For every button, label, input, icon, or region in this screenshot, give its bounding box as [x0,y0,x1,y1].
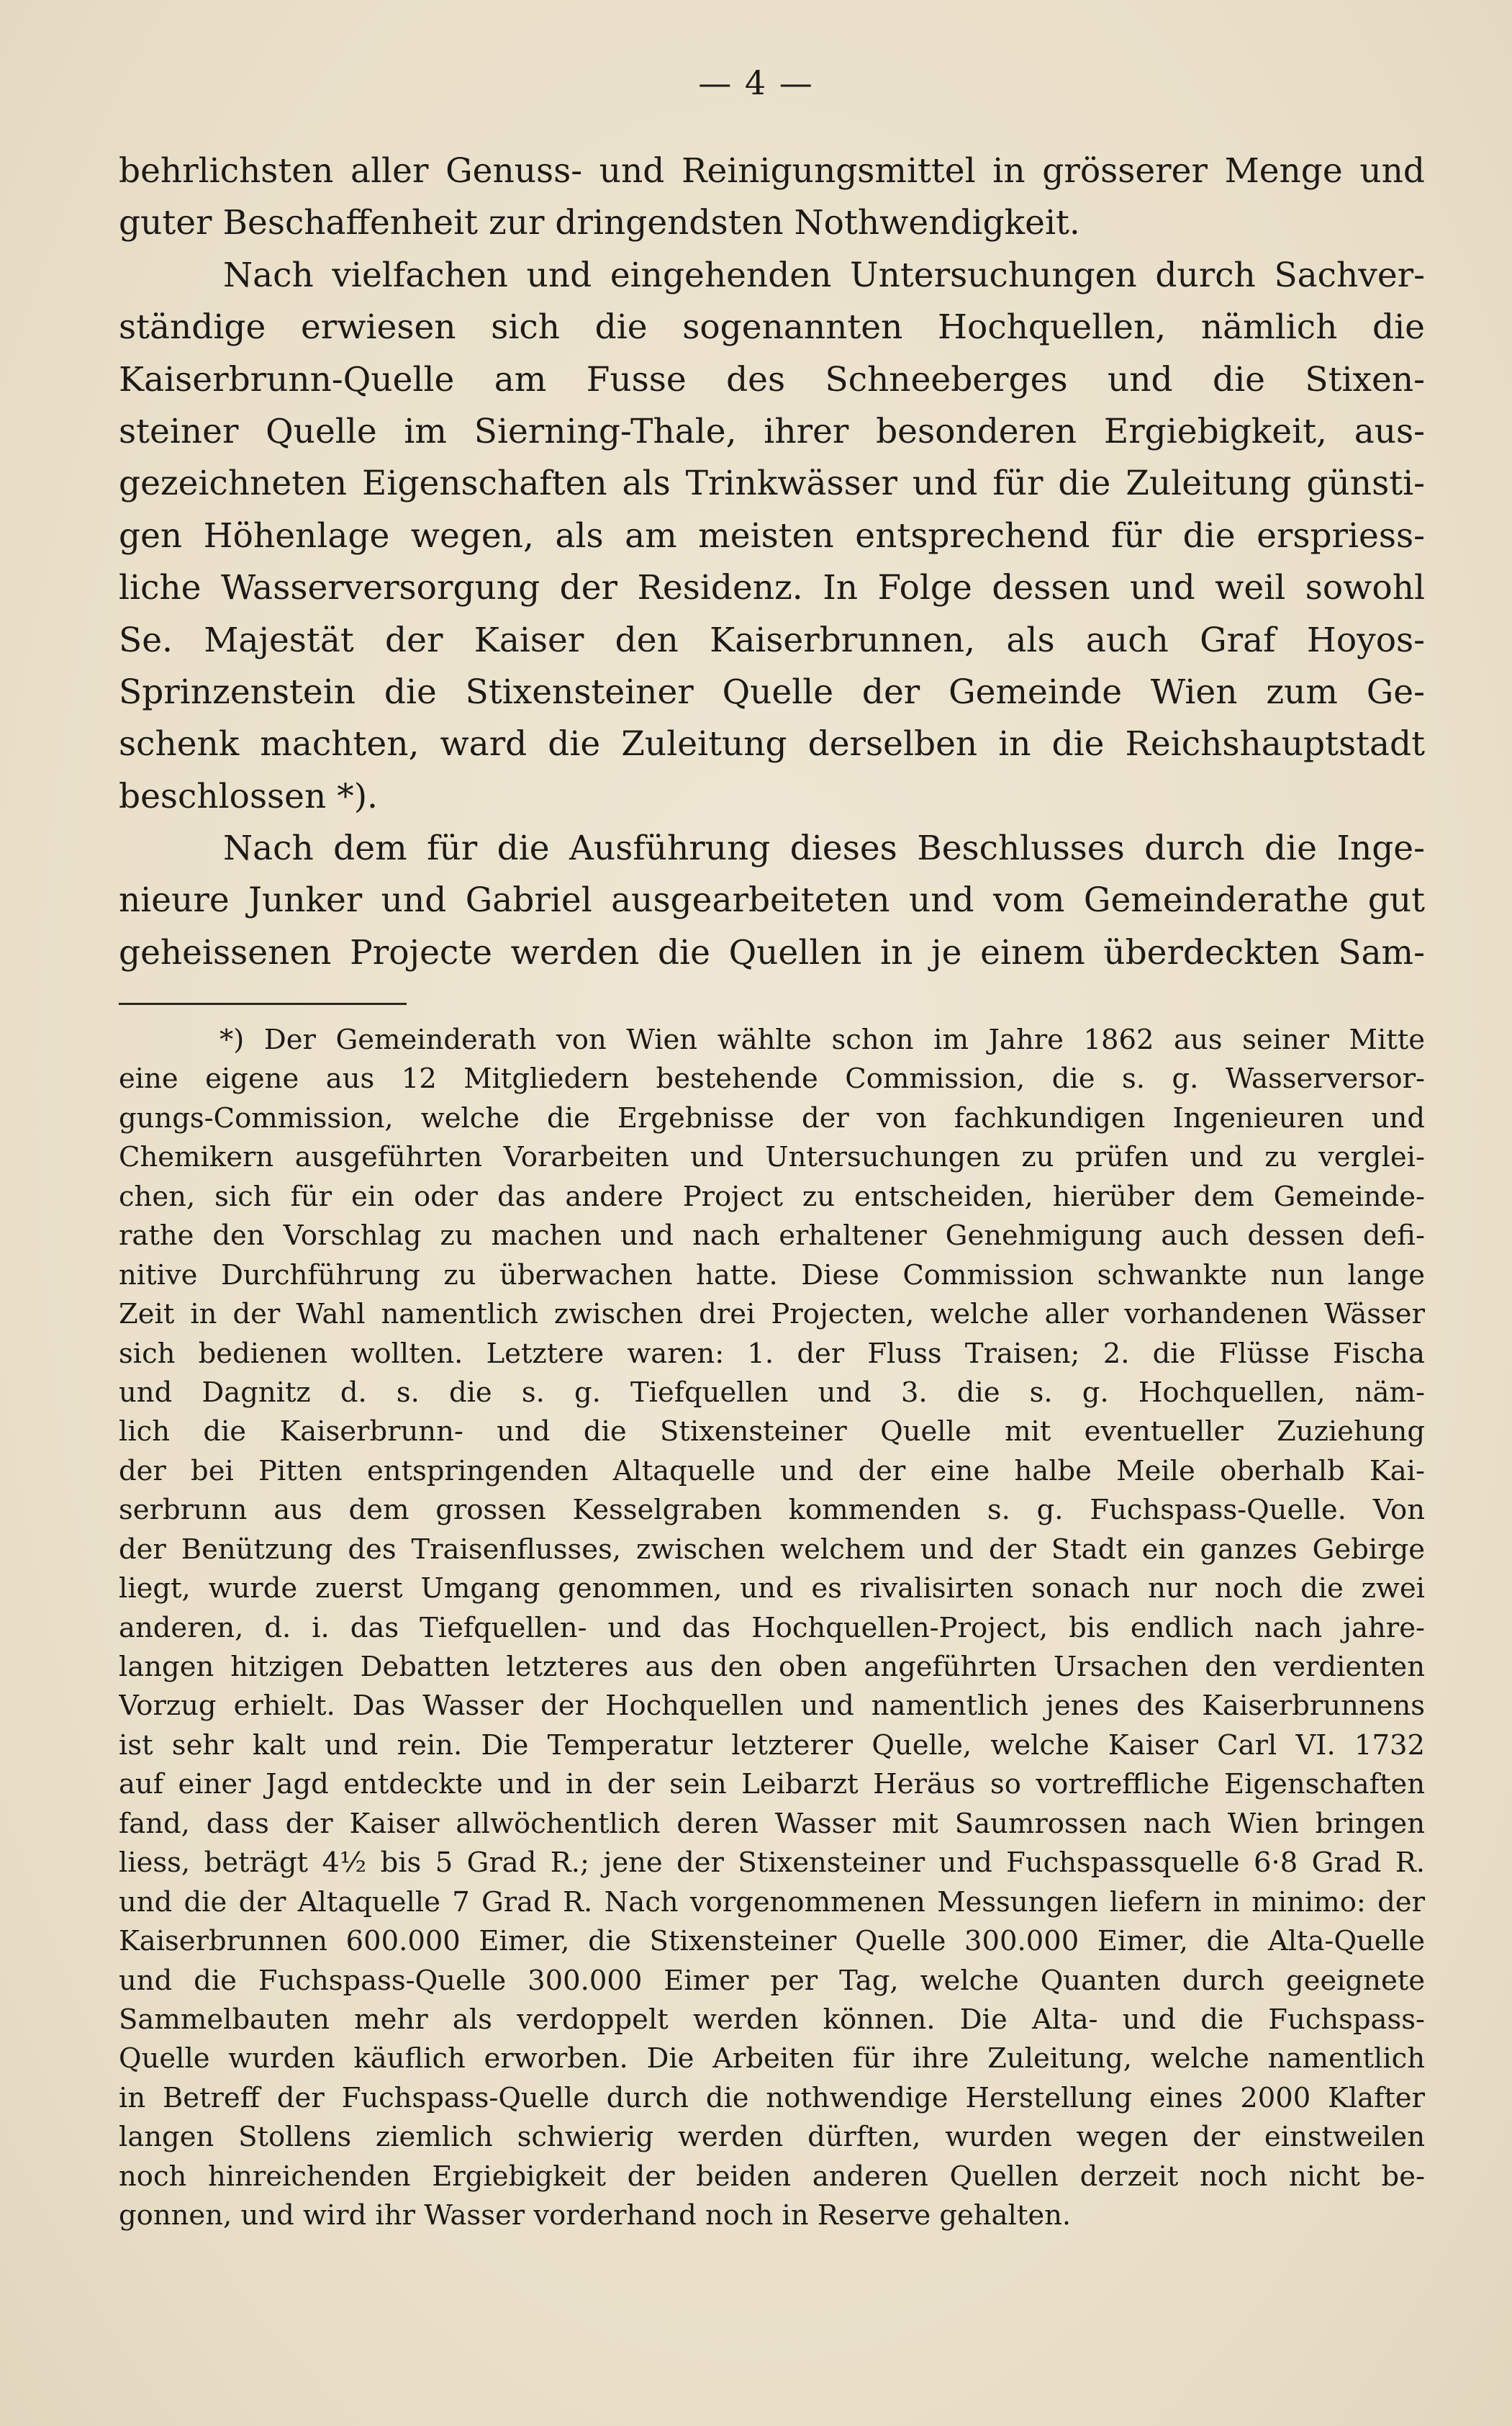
text-line: liche Wasserversorgung der Residenz. In Folge dessen und weil sowohl [119,568,1425,608]
footnote-line: langen Stollens ziemlich schwierig werden dürften, wurden wegen der einstweilen [119,2121,1425,2154]
text-line: Nach dem für die Ausführung dieses Beschlusses durch die Inge- [223,829,1425,869]
footnote-line: ist sehr kalt und rein. Die Temperatur letzterer Quelle, welche Kaiser Carl VI. 1732 [119,1728,1425,1762]
text-line: Nach vielfachen und eingehenden Untersuchungen durch Sachver- [223,255,1425,295]
footnote-line: und Dagnitz d. s. die s. g. Tiefquellen und 3. die s. g. Hochquellen, näm- [119,1376,1425,1409]
footnote-line: gungs-Commission, welche die Ergebnisse der von fachkundigen Ingenieuren und [119,1101,1425,1135]
footnote-line: in Betreff der Fuchspass-Quelle durch die nothwendige Herstellung eines 2000 Klafter [119,2081,1425,2114]
text-line: nieure Junker und Gabriel ausgearbeiteten und vom Gemeinderathe gut [119,880,1425,921]
footnote-line: Kaiserbrunnen 600.000 Eimer, die Stixensteiner Quelle 300.000 Eimer, die Alta-Quelle [119,1925,1425,1958]
footnote [119,1021,1425,2236]
text-line: gen Höhenlage wegen, als am meisten entsprechend für die erspriess- [119,515,1425,556]
main-text [119,145,1425,979]
text-line: guter Beschaffenheit zur dringendsten Nothwendigkeit. [119,203,1080,243]
text-line: schenk machten, ward die Zuleitung derselben in die Reichshauptstadt [119,724,1425,765]
footnote-line: gonnen, und wird ihr Wasser vorderhand noch in Reserve gehalten. [119,2199,1072,2232]
footnote-line: lich die Kaiserbrunn- und die Stixensteiner Quelle mit eventueller Zuziehung [119,1415,1425,1448]
footnote-line: und die Fuchspass-Quelle 300.000 Eimer per Tag, welche Quanten durch geeignete [119,1964,1425,1997]
page-number: — 4 — [698,63,814,102]
footnote-line: sich bedienen wollten. Letztere waren: 1. der Fluss Traisen; 2. die Flüsse Fischa [119,1337,1425,1370]
text-line: beschlossen *). [119,776,378,816]
footnote-line: Vorzug erhielt. Das Wasser der Hochquellen und namentlich jenes des Kaiserbrunnens [119,1690,1425,1723]
text-line: geheissenen Projecte werden die Quellen in je einem überdeckten Sam- [119,932,1425,973]
footnote-line: Chemikern ausgeführten Vorarbeiten und Untersuchungen zu prüfen und zu verglei- [119,1141,1425,1174]
text-line: gezeichneten Eigenschaften als Trinkwässer und für die Zuleitung günsti- [119,464,1425,504]
footnote-line: auf einer Jagd entdeckte und in der sein Leibarzt Heräus so vortreffliche Eigenschaften [119,1768,1425,1801]
footnote-line: noch hinreichenden Ergiebigkeit der beiden anderen Quellen derzeit noch nicht be- [119,2160,1425,2193]
footnote-line: der Benützung des Traisenflusses, zwischen welchem und der Stadt ein ganzes Gebirge [119,1533,1425,1566]
footnote-line: fand, dass der Kaiser allwöchentlich deren Wasser mit Saumrossen nach Wien bringen [119,1807,1425,1840]
footnote-line: serbrunn aus dem grossen Kesselgraben kommenden s. g. Fuchspass-Quelle. Von [119,1494,1425,1527]
footnote-line: eine eigene aus 12 Mitgliedern bestehende Commission, die s. g. Wasserversor- [119,1063,1425,1096]
footnote-line: anderen, d. i. das Tiefquellen- und das Hochquellen-Project, bis endlich nach jahre- [119,1611,1425,1644]
footnote-line: der bei Pitten entspringenden Altaquelle und der eine halbe Meile oberhalb Kai- [119,1454,1425,1487]
text-line: Se. Majestät der Kaiser den Kaiserbrunnen, als auch Graf Hoyos- [119,620,1425,660]
footnote-line: chen, sich für ein oder das andere Project zu entscheiden, hierüber dem Gemeinde- [119,1180,1425,1213]
text-line: steiner Quelle im Sierning-Thale, ihrer besonderen Ergiebigkeit, aus- [119,411,1425,451]
text-line: Sprinzenstein die Stixensteiner Quelle der Gemeinde Wien zum Ge- [119,672,1425,712]
footnote-line: liegt, wurde zuerst Umgang genommen, und es rivalisirten sonach nur noch die zwei [119,1572,1425,1605]
footnote-line: *) Der Gemeinderath von Wien wählte schon im Jahre 1862 aus seiner Mitte [219,1024,1425,1056]
text-line: Kaiserbrunn-Quelle am Fusse des Schneeberges und die Stixen- [119,359,1425,400]
footnote-line: nitive Durchführung zu überwachen hatte. Diese Commission schwankte nun lange [119,1258,1425,1291]
footnote-divider [119,1003,407,1005]
footnote-line: und die der Altaquelle 7 Grad R. Nach vorgenommenen Messungen liefern in minimo: der [119,1885,1425,1918]
footnote-line: Quelle wurden käuflich erworben. Die Arbeiten für ihre Zuleitung, welche namentlich [119,2042,1425,2075]
text-line: behrlichsten aller Genuss- und Reinigungsmittel in grösserer Menge und [119,151,1425,191]
footnote-line: langen hitzigen Debatten letzteres aus den oben angeführten Ursachen den verdienten [119,1651,1425,1683]
footnote-line: Sammelbauten mehr als verdoppelt werden können. Die Alta- und die Fuchspass- [119,2003,1425,2036]
footnote-line: rathe den Vorschlag zu machen und nach erhaltener Genehmigung auch dessen defi- [119,1219,1425,1253]
text-line: ständige erwiesen sich die sogenannten Hochquellen, nämlich die [119,307,1425,348]
footnote-line: liess, beträgt 4½ bis 5 Grad R.; jene der Stixensteiner und Fuchspassquelle 6·8 Grad R. [119,1846,1425,1880]
footnote-line: Zeit in der Wahl namentlich zwischen drei Projecten, welche aller vorhandenen Wässer [119,1298,1425,1331]
